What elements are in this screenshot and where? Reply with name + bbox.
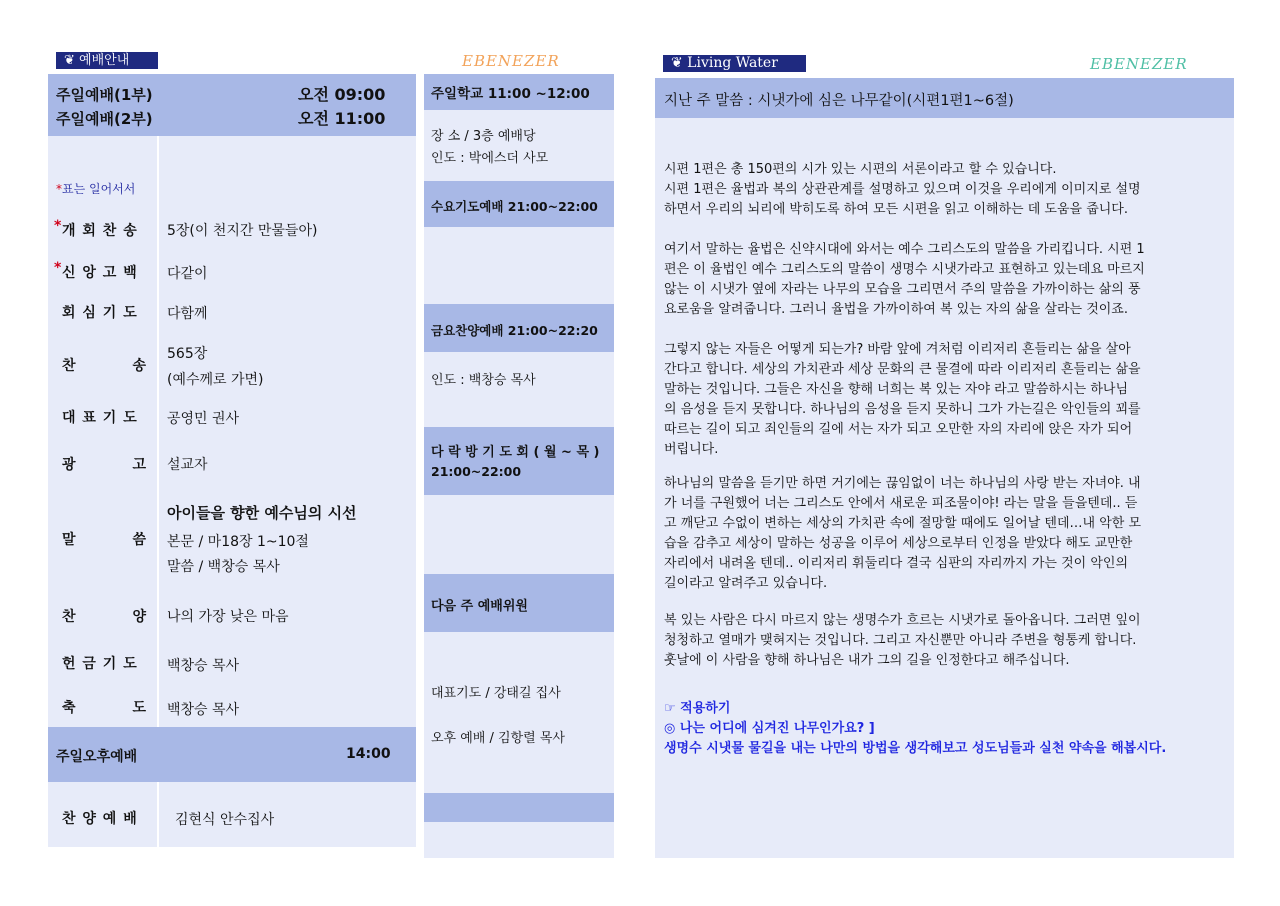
line: 청청하고 열매가 맺혀지는 것입니다. 그리고 자신뿐만 아니라 주변을 형통케 합니다. xyxy=(664,633,1137,648)
paragraph-4 xyxy=(664,474,1226,594)
row-label-char: 도 xyxy=(132,700,146,716)
line: 복 있는 사람은 다시 마르지 않는 생명수가 흐르는 시냇가로 돌아옵니다. 그러면 잎이 xyxy=(664,613,1141,628)
row-label-char: 찬 xyxy=(62,358,76,374)
sermon-title: 아이들을 향한 예수님의 시선 xyxy=(167,504,357,522)
stand-note-mark: * xyxy=(56,182,62,196)
line: 요로움을 알려줍니다. 그러니 율법을 가까이하여 복 있는 자의 삶을 살라는 것이죠. xyxy=(664,302,1129,317)
line: 말하는 것입니다. 그들은 자신을 향해 너희는 복 있는 자야 라고 말씀하시는 하나님 xyxy=(664,382,1129,397)
row-label-char: 축 xyxy=(62,700,76,716)
sermon-preacher: 말씀 / 백창승 목사 xyxy=(167,559,280,575)
sunday1-label: 주일예배(1부) xyxy=(56,86,153,104)
row-mark: * xyxy=(54,260,62,276)
row-value: 다함께 xyxy=(167,306,208,322)
row-label-char: 찬 xyxy=(62,609,76,625)
brand-left: EBENEZER xyxy=(462,52,560,70)
brand-right: EBENEZER xyxy=(1090,55,1188,73)
row-value: 설교자 xyxy=(167,457,208,473)
line: 자리에서 내려올 텐데.. 이리저리 휘둘리다 결국 심판의 자리까지 가는 것이 악인의 xyxy=(664,556,1129,571)
line: 편은 이 율법인 예수 그리스도의 말씀이 생명수 시냇가라고 표현하고 있는데요 마르지 xyxy=(664,262,1145,277)
footer-band xyxy=(424,793,614,822)
line: 의 음성을 듣지 못합니다. 하나님의 음성을 듣지 못하니 그가 가는길은 악인들의 꾀를 xyxy=(664,402,1141,417)
line: 여기서 말하는 율법은 신약시대에 와서는 예수 그리스도의 말씀을 가리킵니다. 시편 1 xyxy=(664,242,1145,257)
row-value: 다같이 xyxy=(167,266,208,282)
line: 고 깨닫고 수없이 변하는 세상의 가치관 속에 절망할 때에도 일어날 텐데…내 악한 모 xyxy=(664,516,1142,531)
line: 길이라고 알려주고 있습니다. xyxy=(664,576,828,591)
row-value: 공영민 권사 xyxy=(167,411,240,427)
line: 간다고 합니다. 세상의 가치관과 세상 문화의 큰 물결에 따라 이리저리 흔들리는 삶을 xyxy=(664,362,1141,377)
sunday-school-place: 장 소 / 3층 예배당 xyxy=(431,129,536,144)
paragraph-2 xyxy=(664,240,1226,320)
paragraph-3 xyxy=(664,340,1226,460)
line: 하나님의 말씀을 듣기만 하면 거기에는 끊임없이 너는 하나님의 사랑 받는 자녀야. 내 xyxy=(664,476,1141,491)
sermon-text: 본문 / 마18장 1~10절 xyxy=(167,534,309,550)
row-value: 백창승 목사 xyxy=(167,702,240,718)
line: 따르는 길이 되고 죄인들의 길에 서는 자가 되고 오만한 자의 자리에 앉은 자가 되어 xyxy=(664,422,1133,437)
living-water-tag: ❦ Living Water xyxy=(663,55,806,72)
row-label-char: 고 xyxy=(132,457,146,473)
row-label: 대 표 기 도 xyxy=(62,410,138,426)
row-value: 나의 가장 낮은 마음 xyxy=(167,609,289,625)
next-week-afternoon: 오후 예배 / 김항렬 목사 xyxy=(431,731,565,746)
line: 하면서 우리의 뇌리에 박히도록 하여 모든 시편을 읽고 이해하는 데 도움을 줍니다. xyxy=(664,202,1129,217)
row-label-char: 광 xyxy=(62,457,76,473)
sunday-school-leader: 인도 : 박에스더 사모 xyxy=(431,151,549,166)
daniel-prayer-time: 21:00~22:00 xyxy=(431,464,522,479)
afternoon-time: 14:00 xyxy=(346,746,391,762)
daniel-prayer: 다 락 방 기 도 회 ( 월 ~ 목 ) xyxy=(431,445,600,460)
sunday1-time: 오전 09:00 xyxy=(298,85,386,104)
sunday-school: 주일학교 11:00 ~12:00 xyxy=(431,86,590,102)
column-divider xyxy=(157,136,159,727)
friday-service: 금요찬양예배 21:00~22:20 xyxy=(431,323,598,338)
stand-note-text: 표는 일어서서 xyxy=(62,182,136,196)
line: 시편 1편은 총 150편의 시가 있는 시편의 서론이라고 할 수 있습니다. xyxy=(664,162,1057,177)
row-mark: * xyxy=(54,218,62,234)
row-label: 개 회 찬 송 xyxy=(62,223,138,239)
row-value: 5장(이 천지간 만물들아) xyxy=(167,223,318,239)
apply-question: ◎ 나는 어디에 심겨진 나무인가요? ] xyxy=(664,721,875,736)
row-label-char: 송 xyxy=(132,358,146,374)
sermon-header: 지난 주 말씀 : 시냇가에 심은 나무같이(시편1편1~6절) xyxy=(664,93,1014,109)
afternoon-label: 주일오후예배 xyxy=(56,749,138,765)
line: 버립니다. xyxy=(664,442,719,457)
row-label: 헌 금 기 도 xyxy=(62,656,138,672)
worship-guide-tag: ❦ 예배안내 xyxy=(56,52,158,69)
line: 않는 이 시냇가 옆에 자라는 나무의 모습을 그리면서 주의 말씀을 가까이하는 삶의 풍 xyxy=(664,282,1141,297)
row-value-2: (예수께로 가면) xyxy=(167,372,264,388)
next-week-title: 다음 주 예배위원 xyxy=(431,599,528,614)
apply-title: ☞ 적용하기 xyxy=(664,701,731,716)
column-divider xyxy=(157,782,159,847)
stand-note xyxy=(56,180,135,197)
next-week-prayer: 대표기도 / 강태길 집사 xyxy=(431,686,561,701)
row-value: 565장 xyxy=(167,346,208,362)
row-label-char: 말 xyxy=(62,532,76,548)
paragraph-5 xyxy=(664,611,1226,671)
paragraph-1 xyxy=(664,160,1226,220)
sunday2-time: 오전 11:00 xyxy=(298,109,386,128)
row-value: 백창승 목사 xyxy=(167,658,240,674)
line: 훗날에 이 사람을 향해 하나님은 내가 그의 길을 인정한다고 해주십니다. xyxy=(664,653,1070,668)
row-label-char: 양 xyxy=(132,609,146,625)
row-label: 신 앙 고 백 xyxy=(62,265,138,281)
praise-service-value: 김현식 안수집사 xyxy=(175,812,275,828)
line: 시편 1편은 율법과 복의 상관관계를 설명하고 있으며 이것을 우리에게 이미지로 설명 xyxy=(664,182,1141,197)
sunday2-label: 주일예배(2부) xyxy=(56,110,153,128)
friday-leader: 인도 : 백창승 목사 xyxy=(431,373,536,388)
row-label: 회 심 기 도 xyxy=(62,305,138,321)
line: 그렇지 않는 자들은 어떻게 되는가? 바람 앞에 겨처럼 이리저리 흔들리는 삶을 살아 xyxy=(664,342,1131,357)
daniel-prayer-band xyxy=(424,427,614,495)
line: 습을 감추고 세상이 말하는 성공을 이루어 세상으로부터 인정을 받았다 해도 교만한 xyxy=(664,536,1133,551)
praise-service-label: 찬 양 예 배 xyxy=(62,811,138,827)
row-label-char: 씀 xyxy=(132,532,146,548)
wednesday-service: 수요기도예배 21:00~22:00 xyxy=(431,199,598,214)
line: 가 너를 구원했어 너는 그리스도 안에서 새로운 피조물이야! 라는 말을 들을텐데.. 듣 xyxy=(664,496,1138,511)
apply-text: 생명수 시냇물 물길을 내는 나만의 방법을 생각해보고 성도님들과 실천 약속을 해봅시다. xyxy=(664,741,1167,756)
